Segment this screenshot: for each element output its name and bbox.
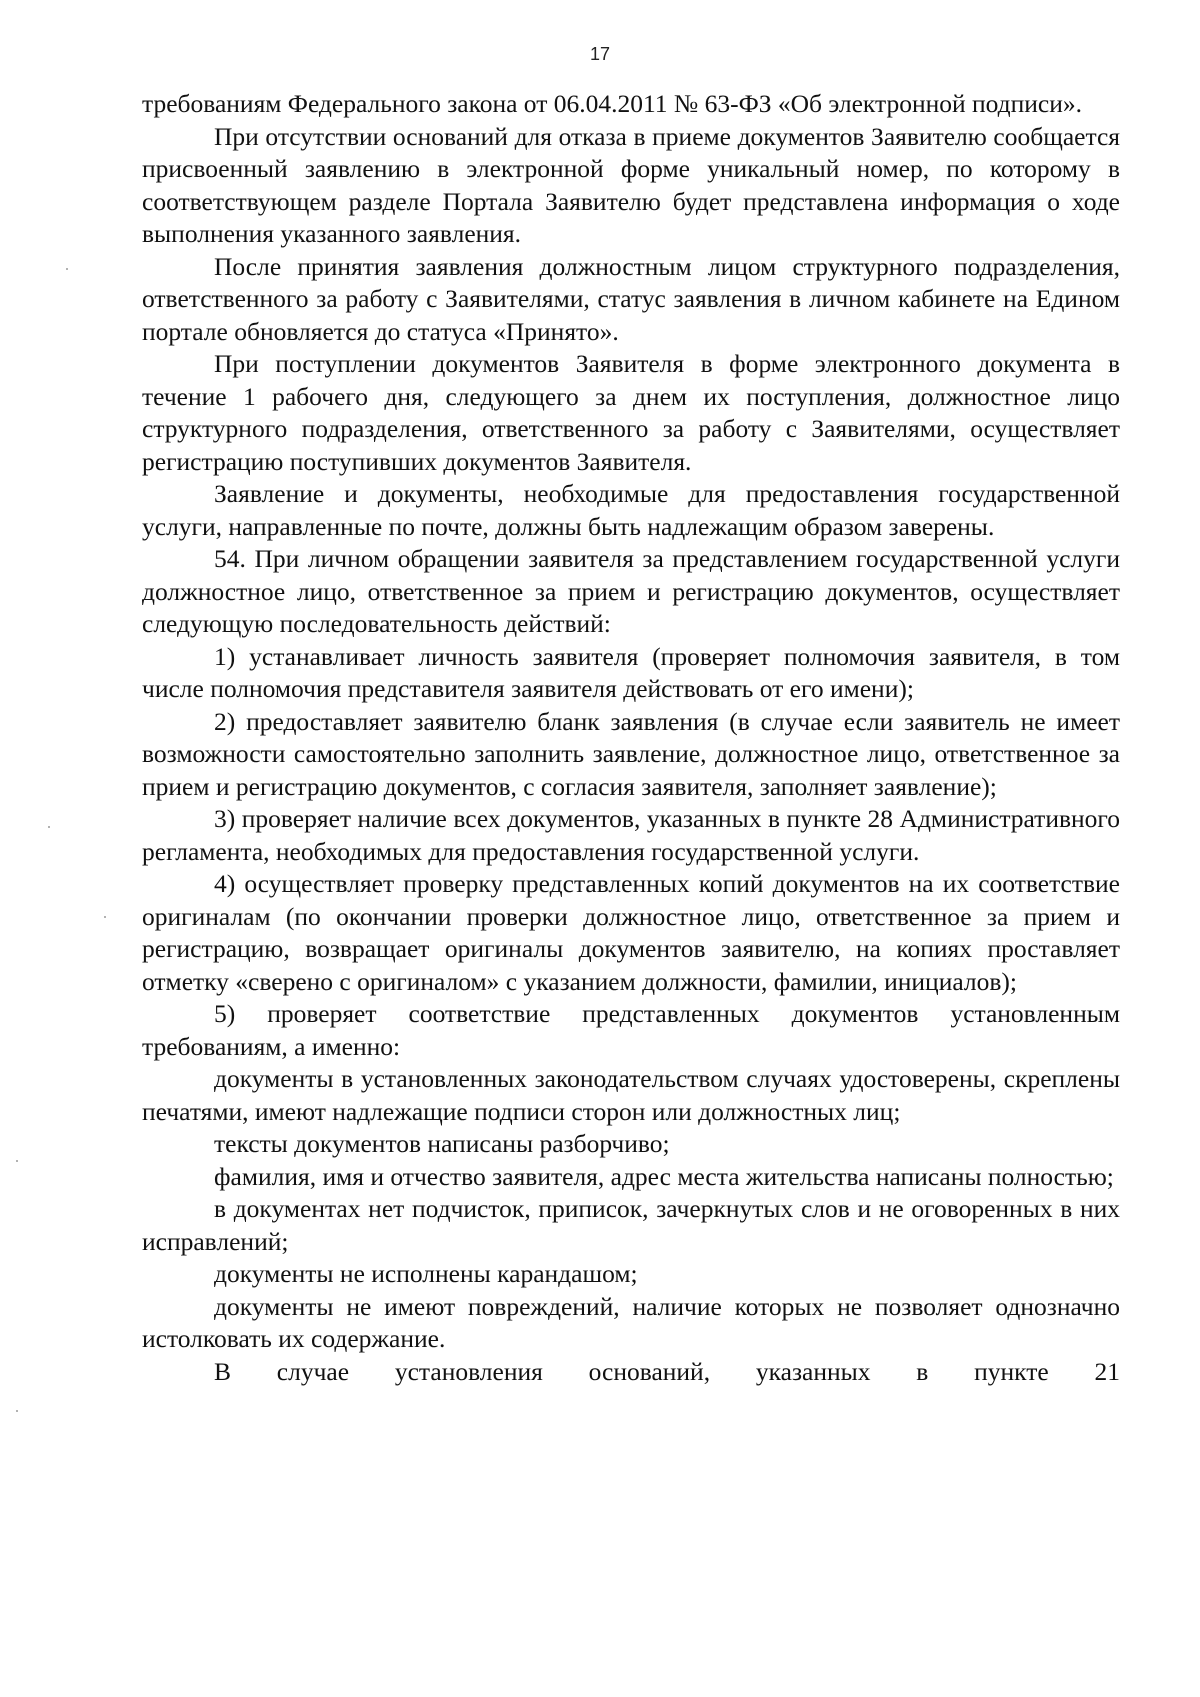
list-item: 2) предоставляет заявителю бланк заявления (в случае если заявитель не имеет возможности самостоятельно заполнить заявление, должностное лицо, ответственное за прием и регистрацию документов, с согласия заявителя, заполняет заявление); (142, 706, 1120, 801)
paragraph: 54. При личном обращении заявителя за представлением государственной услуги должностное лицо, ответственное за прием и регистрацию документов, осуществляет следующую последовательность действий: (142, 544, 1120, 638)
requirement-item: тексты документов написаны разборчиво; (214, 1129, 670, 1158)
paragraph: При отсутствии оснований для отказа в приеме документов Заявителю сообщается присвоенный заявлению в электронной форме уникальный номер, по которому в соответствующем разделе Портала Заявителю будет представлена информация о ходе выполнения указанного заявления. (142, 121, 1120, 248)
paragraph: После принятия заявления должностным лицом структурного подразделения, ответственного за работу с Заявителями, статус заявления в личном кабинете на Едином портале обновляется до статуса «Принято». (142, 251, 1120, 346)
list-item: 3) проверяет наличие всех документов, указанных в пункте 28 Административного регламента, необходимых для предоставления государственной услуги. (142, 804, 1120, 866)
scan-speck (66, 268, 68, 270)
list-item: 4) осуществляет проверку представленных копий документов на их соответствие оригиналам (по окончании проверки должностное лицо, ответственное за прием и регистрацию, возвращает оригиналы документов заявителю, на копиях проставляет отметку «сверено с оригиналом» с указанием должности, фамилии, инициалов); (142, 869, 1120, 996)
paragraph: В случае установления оснований, указанных в пункте 21 (214, 1356, 1120, 1386)
scan-speck (16, 1160, 18, 1162)
paragraph: Заявление и документы, необходимые для предоставления государственной услуги, направленные по почте, должны быть надлежащим образом заверены. (142, 479, 1120, 541)
list-item: 5) проверяет соответствие представленных документов установленным требованиям, а именно: (142, 999, 1120, 1061)
paragraph: требованиям Федерального закона от 06.04.2011 № 63-ФЗ «Об электронной подписи». (142, 89, 1083, 118)
requirement-item: фамилия, имя и отчество заявителя, адрес места жительства написаны полностью; (214, 1161, 1114, 1191)
requirement-item: в документах нет подчисток, приписок, зачеркнутых слов и не оговоренных в них исправлений; (142, 1194, 1120, 1256)
requirement-item: документы не имеют повреждений, наличие которых не позволяет однозначно истолковать их содержание. (142, 1291, 1120, 1353)
scan-speck (104, 916, 106, 918)
page-number: 17 (589, 44, 611, 64)
document-body (142, 88, 1120, 1388)
paragraph: При поступлении документов Заявителя в форме электронного документа в течение 1 рабочего дня, следующего за днем их поступления, должностное лицо структурного подразделения, ответственного за работу с Заявителями, осуществляет регистрацию поступивших документов Заявителя. (142, 349, 1120, 476)
scan-speck (48, 826, 50, 828)
list-item: 1) устанавливает личность заявителя (проверяет полномочия заявителя, в том числе полномочия представителя заявителя действовать от его имени); (142, 641, 1120, 703)
scan-speck (16, 1410, 18, 1412)
requirement-item: документы не исполнены карандашом; (214, 1259, 638, 1288)
requirement-item: документы в установленных законодательством случаях удостоверены, скреплены печатями, имеют надлежащие подписи сторон или должностных лиц; (142, 1064, 1120, 1126)
